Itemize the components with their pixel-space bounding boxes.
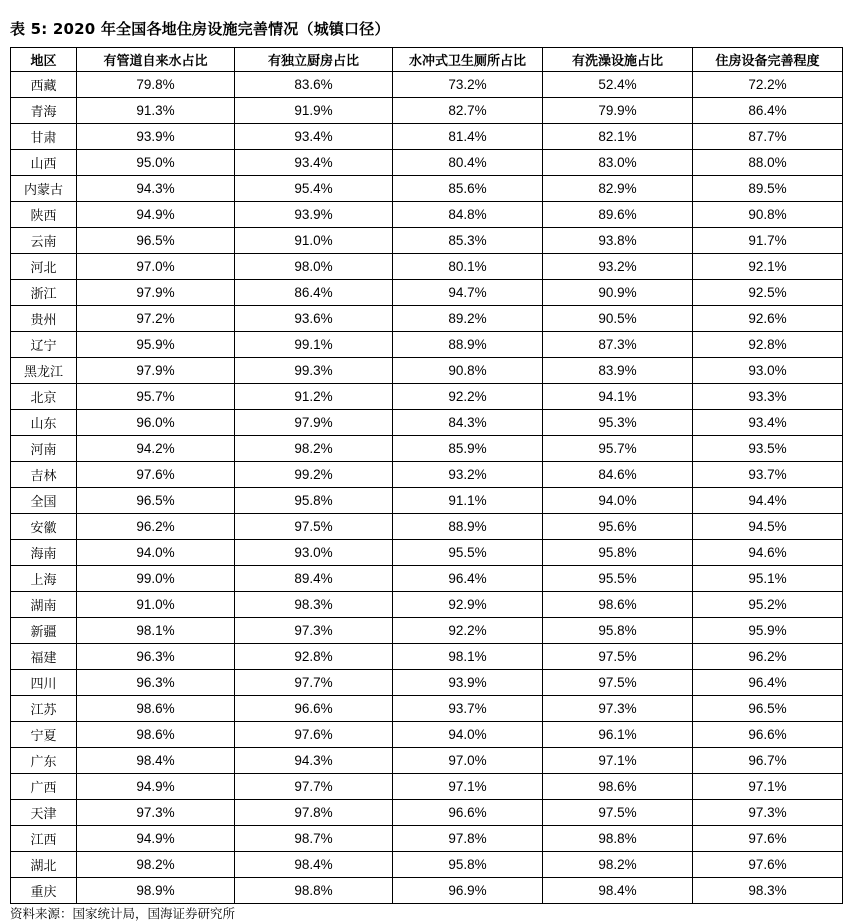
cell-kitchen: 91.2% [235,384,393,410]
cell-bathing: 94.1% [543,384,693,410]
cell-flush-toilet: 84.3% [393,410,543,436]
cell-region: 江苏 [11,696,77,722]
cell-kitchen: 93.6% [235,306,393,332]
table-row [11,826,843,852]
cell-piped-water: 96.0% [77,410,235,436]
cell-flush-toilet: 85.3% [393,228,543,254]
cell-flush-toilet: 90.8% [393,358,543,384]
cell-kitchen: 89.4% [235,566,393,592]
source-note: 资料来源：国家统计局，国海证券研究所 [10,906,236,921]
table-row [11,436,843,462]
header-piped-water: 有管道自来水占比 [77,48,235,72]
cell-flush-toilet: 73.2% [393,72,543,98]
cell-completeness: 93.7% [693,462,843,488]
table-row [11,124,843,150]
cell-completeness: 92.6% [693,306,843,332]
cell-region: 安徽 [11,514,77,540]
cell-region: 山西 [11,150,77,176]
cell-completeness: 97.6% [693,826,843,852]
cell-completeness: 93.0% [693,358,843,384]
cell-kitchen: 94.3% [235,748,393,774]
cell-piped-water: 98.2% [77,852,235,878]
header-bathing: 有洗澡设施占比 [543,48,693,72]
table-row [11,332,843,358]
cell-completeness: 92.5% [693,280,843,306]
cell-bathing: 90.5% [543,306,693,332]
cell-region: 新疆 [11,618,77,644]
cell-region: 广东 [11,748,77,774]
header-flush-toilet: 水冲式卫生厕所占比 [393,48,543,72]
cell-bathing: 52.4% [543,72,693,98]
header-completeness: 住房设备完善程度 [693,48,843,72]
cell-region: 吉林 [11,462,77,488]
cell-kitchen: 95.8% [235,488,393,514]
cell-flush-toilet: 89.2% [393,306,543,332]
cell-kitchen: 99.1% [235,332,393,358]
table-row [11,514,843,540]
table-row [11,358,843,384]
cell-completeness: 87.7% [693,124,843,150]
cell-bathing: 98.6% [543,774,693,800]
table-row [11,722,843,748]
cell-piped-water: 98.4% [77,748,235,774]
cell-flush-toilet: 97.1% [393,774,543,800]
cell-kitchen: 97.5% [235,514,393,540]
cell-piped-water: 97.0% [77,254,235,280]
table-row [11,384,843,410]
cell-bathing: 95.7% [543,436,693,462]
cell-piped-water: 96.3% [77,644,235,670]
cell-piped-water: 97.6% [77,462,235,488]
table-row [11,150,843,176]
table-row [11,878,843,904]
cell-completeness: 97.1% [693,774,843,800]
cell-region: 广西 [11,774,77,800]
cell-piped-water: 94.0% [77,540,235,566]
cell-bathing: 82.1% [543,124,693,150]
cell-region: 山东 [11,410,77,436]
cell-kitchen: 91.9% [235,98,393,124]
table-row [11,774,843,800]
table-row [11,306,843,332]
cell-bathing: 97.5% [543,800,693,826]
cell-completeness: 94.5% [693,514,843,540]
cell-flush-toilet: 80.1% [393,254,543,280]
cell-flush-toilet: 96.6% [393,800,543,826]
cell-flush-toilet: 92.2% [393,618,543,644]
cell-region: 湖北 [11,852,77,878]
header-region: 地区 [11,48,77,72]
cell-flush-toilet: 93.7% [393,696,543,722]
table-row [11,176,843,202]
cell-bathing: 84.6% [543,462,693,488]
cell-bathing: 98.6% [543,592,693,618]
cell-kitchen: 83.6% [235,72,393,98]
table-row [11,280,843,306]
cell-completeness: 97.6% [693,852,843,878]
cell-region: 河南 [11,436,77,462]
table-row [11,566,843,592]
cell-region: 青海 [11,98,77,124]
cell-completeness: 95.2% [693,592,843,618]
cell-kitchen: 86.4% [235,280,393,306]
cell-region: 辽宁 [11,332,77,358]
cell-completeness: 89.5% [693,176,843,202]
cell-completeness: 91.7% [693,228,843,254]
cell-completeness: 96.6% [693,722,843,748]
cell-piped-water: 95.7% [77,384,235,410]
table-row [11,488,843,514]
cell-flush-toilet: 97.0% [393,748,543,774]
table-row [11,202,843,228]
cell-bathing: 95.8% [543,540,693,566]
cell-bathing: 96.1% [543,722,693,748]
cell-piped-water: 98.9% [77,878,235,904]
cell-bathing: 83.9% [543,358,693,384]
table-title: 表 5: 2020 年全国各地住房设施完善情况（城镇口径） [10,20,390,38]
cell-flush-toilet: 81.4% [393,124,543,150]
cell-region: 全国 [11,488,77,514]
table-row [11,254,843,280]
cell-kitchen: 93.0% [235,540,393,566]
cell-completeness: 97.3% [693,800,843,826]
cell-flush-toilet: 88.9% [393,514,543,540]
table-body [11,72,843,904]
cell-bathing: 87.3% [543,332,693,358]
cell-completeness: 90.8% [693,202,843,228]
table-header [11,48,843,72]
cell-region: 福建 [11,644,77,670]
cell-kitchen: 93.9% [235,202,393,228]
table-row [11,696,843,722]
cell-kitchen: 97.8% [235,800,393,826]
cell-flush-toilet: 93.9% [393,670,543,696]
cell-region: 重庆 [11,878,77,904]
cell-kitchen: 97.7% [235,670,393,696]
table-row [11,748,843,774]
cell-kitchen: 93.4% [235,150,393,176]
table-row [11,618,843,644]
cell-completeness: 92.1% [693,254,843,280]
cell-flush-toilet: 92.9% [393,592,543,618]
cell-kitchen: 97.7% [235,774,393,800]
cell-piped-water: 95.0% [77,150,235,176]
cell-piped-water: 97.3% [77,800,235,826]
cell-piped-water: 94.3% [77,176,235,202]
header-kitchen: 有独立厨房占比 [235,48,393,72]
cell-flush-toilet: 97.8% [393,826,543,852]
data-table [10,47,843,904]
cell-flush-toilet: 85.6% [393,176,543,202]
cell-piped-water: 99.0% [77,566,235,592]
cell-completeness: 72.2% [693,72,843,98]
cell-region: 陕西 [11,202,77,228]
cell-flush-toilet: 88.9% [393,332,543,358]
cell-region: 云南 [11,228,77,254]
cell-bathing: 95.8% [543,618,693,644]
cell-region: 浙江 [11,280,77,306]
cell-piped-water: 96.5% [77,488,235,514]
cell-kitchen: 97.6% [235,722,393,748]
cell-piped-water: 93.9% [77,124,235,150]
table-row [11,540,843,566]
cell-bathing: 83.0% [543,150,693,176]
cell-piped-water: 97.9% [77,280,235,306]
cell-region: 天津 [11,800,77,826]
cell-flush-toilet: 98.1% [393,644,543,670]
cell-completeness: 94.6% [693,540,843,566]
cell-piped-water: 94.2% [77,436,235,462]
cell-flush-toilet: 95.5% [393,540,543,566]
cell-region: 宁夏 [11,722,77,748]
cell-flush-toilet: 93.2% [393,462,543,488]
cell-bathing: 98.8% [543,826,693,852]
cell-flush-toilet: 91.1% [393,488,543,514]
cell-region: 上海 [11,566,77,592]
cell-completeness: 86.4% [693,98,843,124]
cell-completeness: 96.5% [693,696,843,722]
cell-region: 湖南 [11,592,77,618]
cell-completeness: 92.8% [693,332,843,358]
cell-completeness: 96.7% [693,748,843,774]
cell-flush-toilet: 82.7% [393,98,543,124]
cell-region: 西藏 [11,72,77,98]
cell-kitchen: 98.0% [235,254,393,280]
cell-piped-water: 96.5% [77,228,235,254]
cell-piped-water: 98.6% [77,722,235,748]
cell-kitchen: 97.9% [235,410,393,436]
cell-flush-toilet: 80.4% [393,150,543,176]
cell-piped-water: 97.2% [77,306,235,332]
cell-kitchen: 98.7% [235,826,393,852]
cell-completeness: 96.4% [693,670,843,696]
cell-bathing: 82.9% [543,176,693,202]
cell-bathing: 97.5% [543,670,693,696]
cell-flush-toilet: 85.9% [393,436,543,462]
cell-kitchen: 98.8% [235,878,393,904]
cell-bathing: 94.0% [543,488,693,514]
cell-bathing: 89.6% [543,202,693,228]
cell-flush-toilet: 95.8% [393,852,543,878]
cell-completeness: 98.3% [693,878,843,904]
cell-bathing: 97.1% [543,748,693,774]
cell-kitchen: 96.6% [235,696,393,722]
cell-bathing: 95.6% [543,514,693,540]
cell-bathing: 90.9% [543,280,693,306]
cell-piped-water: 96.3% [77,670,235,696]
cell-piped-water: 94.9% [77,202,235,228]
cell-region: 江西 [11,826,77,852]
cell-completeness: 96.2% [693,644,843,670]
table-row [11,800,843,826]
table-row [11,98,843,124]
cell-kitchen: 92.8% [235,644,393,670]
table-row [11,72,843,98]
header-row [11,48,843,72]
cell-bathing: 93.8% [543,228,693,254]
cell-completeness: 95.1% [693,566,843,592]
cell-bathing: 98.4% [543,878,693,904]
cell-bathing: 97.5% [543,644,693,670]
cell-completeness: 94.4% [693,488,843,514]
table-row [11,852,843,878]
cell-flush-toilet: 92.2% [393,384,543,410]
table-row [11,644,843,670]
cell-completeness: 93.3% [693,384,843,410]
table-row [11,410,843,436]
cell-piped-water: 95.9% [77,332,235,358]
cell-region: 甘肃 [11,124,77,150]
cell-piped-water: 94.9% [77,826,235,852]
cell-piped-water: 91.0% [77,592,235,618]
table-row [11,592,843,618]
cell-piped-water: 98.1% [77,618,235,644]
cell-kitchen: 99.2% [235,462,393,488]
cell-completeness: 88.0% [693,150,843,176]
table-row [11,228,843,254]
cell-kitchen: 97.3% [235,618,393,644]
cell-kitchen: 93.4% [235,124,393,150]
cell-completeness: 93.5% [693,436,843,462]
cell-kitchen: 98.2% [235,436,393,462]
cell-flush-toilet: 94.7% [393,280,543,306]
cell-piped-water: 97.9% [77,358,235,384]
cell-region: 北京 [11,384,77,410]
cell-flush-toilet: 94.0% [393,722,543,748]
cell-region: 贵州 [11,306,77,332]
cell-bathing: 93.2% [543,254,693,280]
cell-kitchen: 95.4% [235,176,393,202]
cell-piped-water: 94.9% [77,774,235,800]
cell-completeness: 95.9% [693,618,843,644]
cell-region: 河北 [11,254,77,280]
cell-piped-water: 96.2% [77,514,235,540]
cell-piped-water: 91.3% [77,98,235,124]
cell-flush-toilet: 96.4% [393,566,543,592]
cell-flush-toilet: 84.8% [393,202,543,228]
table-row [11,670,843,696]
cell-kitchen: 98.3% [235,592,393,618]
cell-region: 内蒙古 [11,176,77,202]
table-row [11,462,843,488]
cell-kitchen: 91.0% [235,228,393,254]
cell-kitchen: 98.4% [235,852,393,878]
cell-piped-water: 98.6% [77,696,235,722]
cell-bathing: 98.2% [543,852,693,878]
cell-region: 黑龙江 [11,358,77,384]
cell-bathing: 79.9% [543,98,693,124]
cell-piped-water: 79.8% [77,72,235,98]
cell-region: 四川 [11,670,77,696]
cell-flush-toilet: 96.9% [393,878,543,904]
cell-region: 海南 [11,540,77,566]
cell-completeness: 93.4% [693,410,843,436]
cell-bathing: 97.3% [543,696,693,722]
cell-kitchen: 99.3% [235,358,393,384]
cell-bathing: 95.3% [543,410,693,436]
cell-bathing: 95.5% [543,566,693,592]
